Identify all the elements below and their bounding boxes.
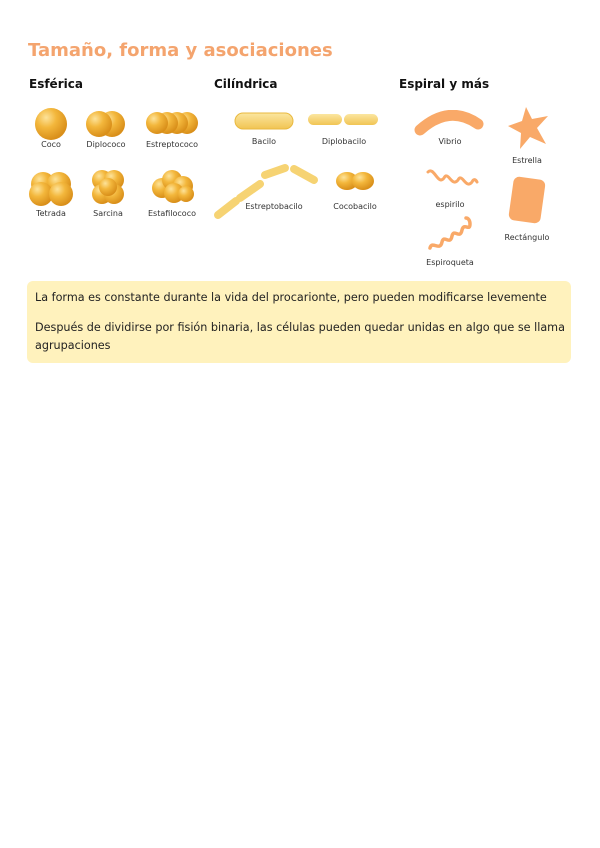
spirillum-icon: [424, 164, 480, 192]
info-note: [27, 281, 571, 363]
sarcina-icon: [89, 168, 127, 206]
label-estreptobacilo: Estreptobacilo: [245, 202, 303, 211]
vibrio-icon: [414, 110, 484, 136]
label-diplobacilo: Diplobacilo: [321, 137, 367, 146]
note-line-2: Después de dividirse por fisión binaria, las células pueden quedar unidas en algo que se llama agrupaciones: [35, 321, 565, 352]
label-tetrada: Tetrada: [36, 209, 66, 218]
label-rectangulo: Rectángulo: [504, 233, 550, 242]
label-vibrio: Vibrio: [438, 137, 462, 146]
label-espirilo: espirilo: [435, 200, 465, 209]
heading-spiral: Espiral y más: [399, 77, 490, 91]
page-title: Tamaño, forma y asociaciones: [28, 40, 333, 61]
diplococcus-icon: [85, 109, 127, 139]
bacillus-icon: [233, 110, 295, 132]
note-line-1: La forma es constante durante la vida del procarionte, pero pueden modificarse levemente: [35, 291, 547, 304]
streptococcus-icon: [146, 110, 198, 136]
label-espiroqueta: Espiroqueta: [426, 258, 474, 267]
rectangle-icon: [505, 174, 551, 226]
label-cocobacilo: Cocobacilo: [333, 202, 377, 211]
staphylococcus-icon: [148, 168, 196, 204]
spirochete-icon: [426, 212, 476, 256]
label-diplococo: Diplococo: [86, 140, 126, 149]
label-estreptococo: Estreptococo: [145, 140, 199, 149]
label-estrella: Estrella: [512, 156, 542, 165]
label-sarcina: Sarcina: [93, 209, 123, 218]
heading-cylindrical: Cilíndrica: [214, 77, 278, 91]
heading-spherical: Esférica: [29, 77, 83, 91]
label-bacilo: Bacilo: [251, 137, 277, 146]
coccus-icon: [33, 106, 69, 142]
diplobacillus-icon: [306, 112, 380, 128]
tetrad-icon: [27, 170, 75, 208]
coccobacillus-icon: [334, 170, 376, 192]
label-estafilococo: Estafilococo: [147, 209, 196, 218]
label-coco: Coco: [41, 140, 61, 149]
star-icon: [504, 104, 552, 152]
streptobacillus-icon: [210, 160, 324, 222]
